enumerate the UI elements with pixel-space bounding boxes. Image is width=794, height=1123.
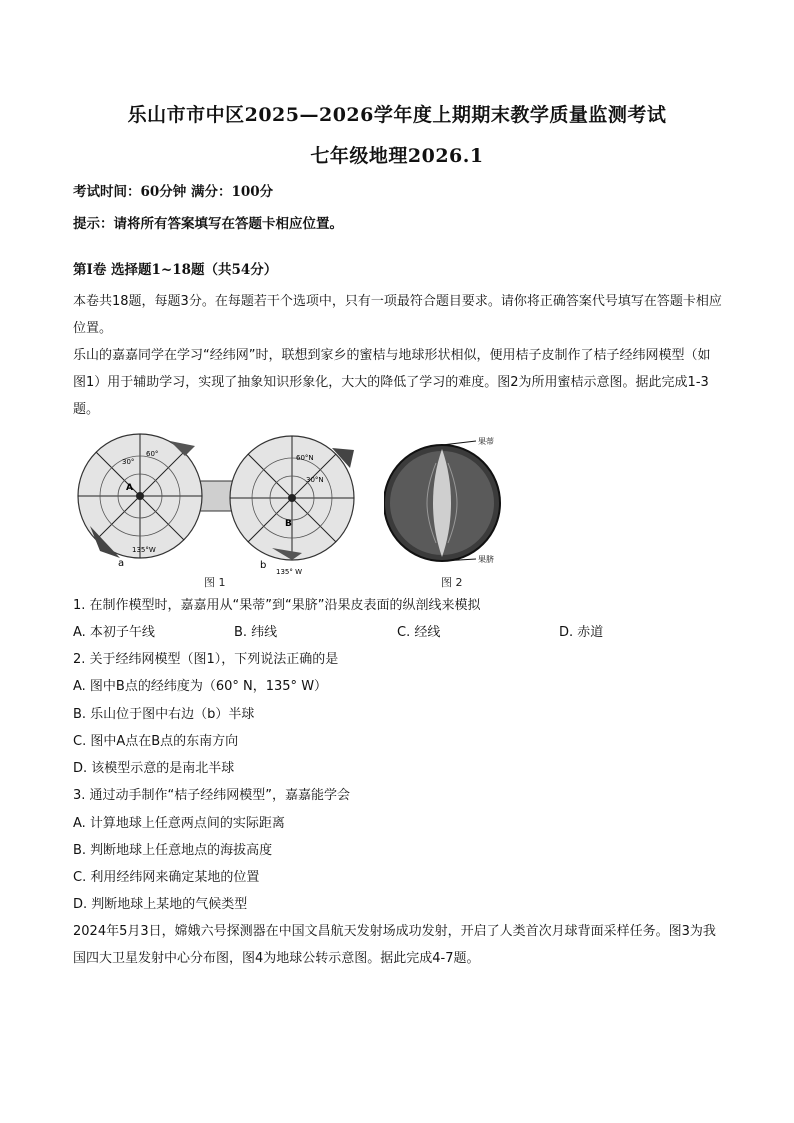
fig1-lon-label-left: 135°W [132,546,156,554]
passage-1: 乐山的嘉嘉同学在学习“经纬网”时，联想到家乡的蜜桔与地球形状相似，便用桔子皮制作了桔子经纬网模型（如图1）用于辅助学习，实现了抽象知识形象化，大大的降低了学习的难度。图2为所用蜜桔示意图。据此完成1-3题。 [73,348,711,417]
section-heading: 第Ⅰ卷 选择题1~18题（共54分） [73,262,278,278]
question-3-stem: 3. 通过动手制作“桔子经纬网模型”，嘉嘉能学会 [73,788,351,803]
fig1-lon-label-right: 135° W [276,568,303,576]
section-instruction: 本卷共18题，每题3分。在每题若干个选项中，只有一项最符合题目要求。请你将正确答案代号填写在答题卡相应位置。 [73,294,722,336]
passage-2: 2024年5月3日，嫦娥六号探测器在中国文昌航天发射场成功发射，开启了人类首次月球背面采样任务。图3为我国四大卫星发射中心分布图，图4为地球公转示意图。据此完成4-7题。 [73,924,716,966]
question-2-stem: 2. 关于经纬网模型（图1），下列说法正确的是 [73,652,339,667]
figure-1-orange-peel-model [70,426,370,591]
question-3-option-b: B. 判断地球上任意地点的海拔高度 [73,843,273,858]
figure-1-caption: 图 1 [204,576,226,589]
fig1-lat-label-3: 30°N [306,476,324,484]
question-2-option-a: A. 图中B点的经纬度为（60° N，135° W） [73,679,328,694]
fig2-label-bottom: 果脐 [478,555,494,564]
exam-subtitle: 七年级地理2026.1 [310,145,484,167]
question-1-option-a: A. 本初子午线 [73,625,155,640]
fig1-lat-label-2: 60° [146,450,159,458]
fig1-lat-label-4: 60°N [296,454,314,462]
fig1-point-b: B [285,519,292,529]
fig1-point-a: A [126,483,133,493]
question-3-option-d: D. 判断地球上某地的气候类型 [73,897,248,912]
figure-2-orange-section [384,433,514,578]
question-1-option-d: D. 赤道 [559,625,604,640]
question-1-stem: 1. 在制作模型时，嘉嘉用从“果蒂”到“果脐”沿果皮表面的纵剖线来模拟 [73,598,481,613]
figure-2-caption: 图 2 [441,576,463,589]
fig1-lat-label-1: 30° [122,458,135,466]
exam-title: 乐山市市中区2025—2026学年度上期期末教学质量监测考试 [127,104,667,126]
question-2-option-b: B. 乐山位于图中右边（b）半球 [73,707,255,722]
exam-tip: 提示：请将所有答案填写在答题卡相应位置。 [73,216,343,232]
question-3-option-c: C. 利用经纬网来确定某地的位置 [73,870,260,885]
question-3-option-a: A. 计算地球上任意两点间的实际距离 [73,816,285,831]
fig1-label-small-b: b [260,560,267,571]
fig1-label-small-a: a [118,558,125,569]
question-1-option-c: C. 经线 [397,625,441,640]
fig2-label-top: 果蒂 [478,437,494,446]
question-1-option-b: B. 纬线 [234,625,278,640]
question-2-option-c: C. 图中A点在B点的东南方向 [73,734,239,749]
question-2-option-d: D. 该模型示意的是南北半球 [73,761,235,776]
exam-time-score: 考试时间：60分钟 满分：100分 [73,184,274,200]
